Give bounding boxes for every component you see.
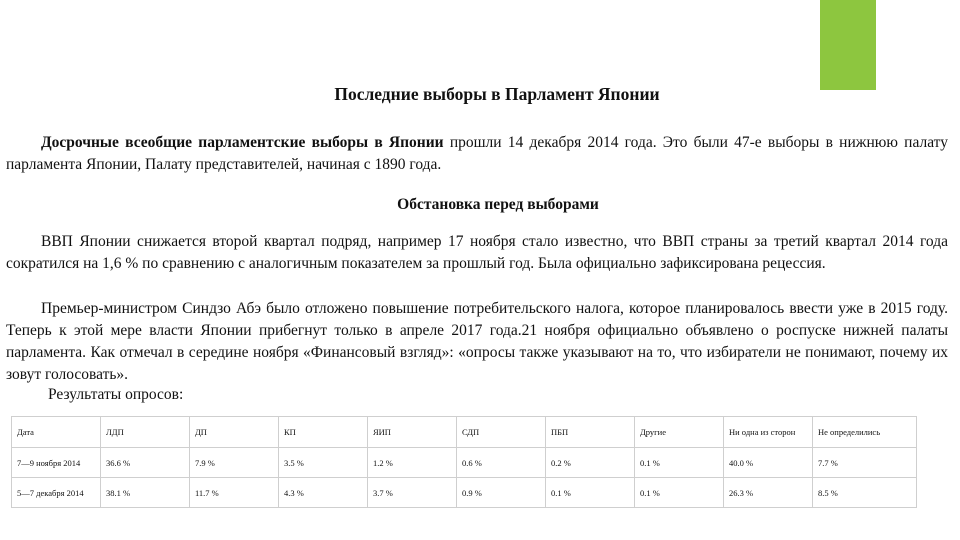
- table-row: [12, 448, 917, 478]
- gdp-paragraph: ВВП Японии снижается второй квартал подряд, например 17 ноября стало известно, что ВВП страны за третий квартал 2014 года сократился на 1,6 % по сравнению с аналогичным показателем за прошлый год. Была официально зафиксирована рецессия.: [6, 233, 948, 272]
- table-cell: 5—7 декабря 2014: [12, 478, 101, 508]
- table-cell: 0.1 %: [635, 478, 724, 508]
- table-cell: 7—9 ноября 2014: [12, 448, 101, 478]
- page-title: Последние выборы в Парламент Японии: [334, 84, 660, 104]
- table-cell: 0.2 %: [546, 448, 635, 478]
- table-cell: 3.5 %: [279, 448, 368, 478]
- header-cell: Другие: [635, 417, 724, 448]
- table-cell: 11.7 %: [190, 478, 279, 508]
- header-cell: ЯИП: [368, 417, 457, 448]
- table-cell: 3.7 %: [368, 478, 457, 508]
- tax-paragraph: Премьер-министром Синдзо Абэ было отложено повышение потребительского налога, которое планировалось ввести уже в 2015 году. Теперь к этой мере власти Японии прибегнут только в апреле 2017 года.21 ноября официально объявлено о роспуске нижней палаты парламента. Как отмечал в середине ноября «Финансовый взгляд»: «опросы также указывают на то, что избиратели не понимают, почему их зовут голосовать».: [6, 300, 948, 383]
- header-cell: ДП: [190, 417, 279, 448]
- header-cell: ЛДП: [101, 417, 190, 448]
- table-cell: 0.1 %: [635, 448, 724, 478]
- table-cell: 8.5 %: [813, 478, 917, 508]
- header-cell: СДП: [457, 417, 546, 448]
- table-cell: 0.9 %: [457, 478, 546, 508]
- accent-bar: [820, 0, 876, 90]
- results-label: Результаты опросов:: [48, 386, 184, 403]
- table-cell: 4.3 %: [279, 478, 368, 508]
- intro-text: прошли 14 декабря 2014 года. Это были 47-е выборы в нижнюю палату парламента Японии, Палату представителей, начиная с 1890 года.: [6, 134, 948, 173]
- table-header-row: [12, 417, 917, 448]
- section-subtitle: Обстановка перед выборами: [397, 196, 599, 213]
- table-cell: 26.3 %: [724, 478, 813, 508]
- table-cell: 7.9 %: [190, 448, 279, 478]
- poll-results-table: [11, 416, 917, 508]
- header-cell: Ни одна из сторон: [724, 417, 813, 448]
- header-cell: Дата: [12, 417, 101, 448]
- header-cell: КП: [279, 417, 368, 448]
- table-cell: 36.6 %: [101, 448, 190, 478]
- intro-lead: Досрочные всеобщие парламентские выборы в Японии: [41, 134, 444, 151]
- table-cell: 1.2 %: [368, 448, 457, 478]
- table-cell: 0.1 %: [546, 478, 635, 508]
- header-cell: ПБП: [546, 417, 635, 448]
- intro-paragraph: [6, 132, 948, 176]
- table-row: [12, 478, 917, 508]
- table-cell: 40.0 %: [724, 448, 813, 478]
- header-cell: Не определились: [813, 417, 917, 448]
- table-cell: 7.7 %: [813, 448, 917, 478]
- table-cell: 0.6 %: [457, 448, 546, 478]
- table-cell: 38.1 %: [101, 478, 190, 508]
